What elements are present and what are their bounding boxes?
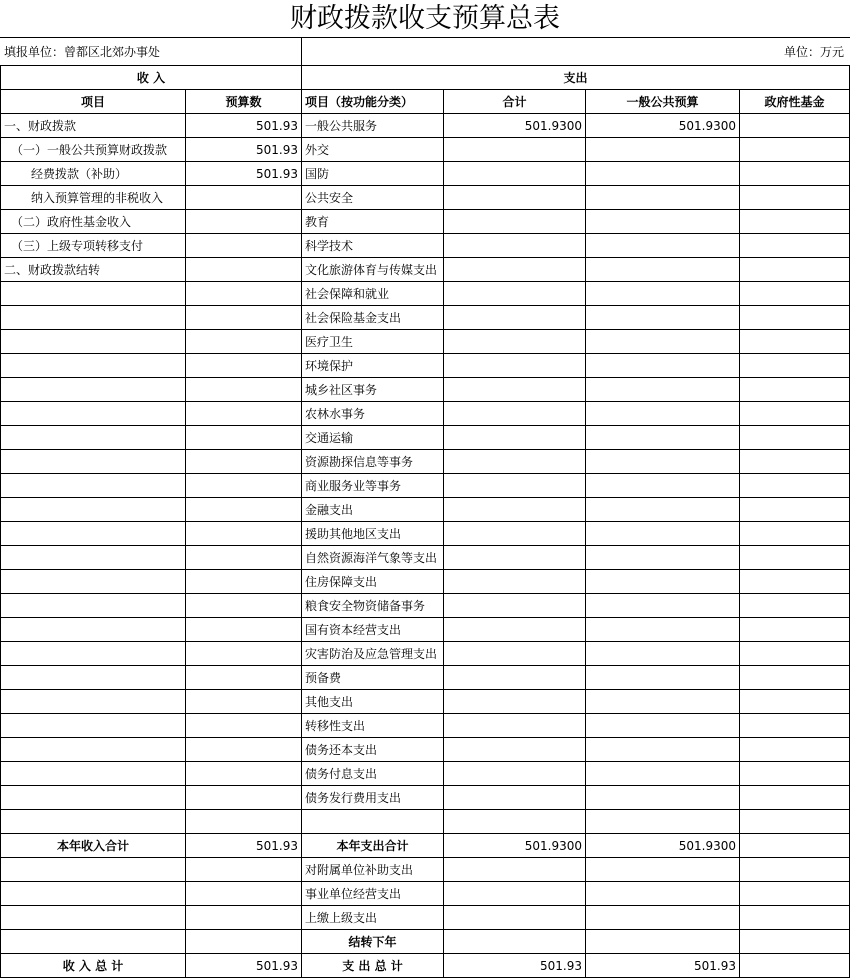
expense-fund-cell	[740, 282, 850, 306]
income-value-cell: 501.93	[186, 138, 302, 162]
table-row	[1, 306, 850, 330]
annual-total-row	[1, 834, 850, 858]
table-row	[1, 786, 850, 810]
expense-general-cell	[586, 258, 740, 282]
expense-item-cell: 债务还本支出	[302, 738, 444, 762]
expense-fund-cell	[740, 474, 850, 498]
expense-general-cell	[586, 906, 740, 930]
expense-fund-cell	[740, 906, 850, 930]
expense-general-cell	[586, 714, 740, 738]
column-header-row	[1, 90, 850, 114]
expense-fund-cell	[740, 450, 850, 474]
table-row	[1, 330, 850, 354]
table-row	[1, 114, 850, 138]
table-row	[1, 690, 850, 714]
expense-total-cell	[444, 618, 586, 642]
expense-item-cell: 其他支出	[302, 690, 444, 714]
table-row	[1, 618, 850, 642]
income-item-cell	[1, 882, 186, 906]
col-general-budget: 一般公共预算	[586, 90, 740, 114]
col-item-by-function: 项目（按功能分类）	[302, 90, 444, 114]
income-item-cell: 二、财政拨款结转	[1, 258, 186, 282]
expense-general-cell	[586, 858, 740, 882]
expense-total-cell	[444, 762, 586, 786]
expense-total-cell	[444, 234, 586, 258]
expense-item-cell: 环境保护	[302, 354, 444, 378]
section-header-row	[1, 66, 850, 90]
expense-total-cell	[444, 354, 586, 378]
table-row	[1, 402, 850, 426]
expense-item-cell: 灾害防治及应急管理支出	[302, 642, 444, 666]
income-value-cell	[186, 930, 302, 954]
expense-item-cell: 一般公共服务	[302, 114, 444, 138]
expense-total-cell	[444, 162, 586, 186]
income-item-cell	[1, 426, 186, 450]
expense-general-cell	[586, 306, 740, 330]
expense-fund-cell	[740, 930, 850, 954]
grand-income-value: 501.93	[186, 954, 302, 978]
income-item-cell	[1, 450, 186, 474]
table-row	[1, 378, 850, 402]
income-value-cell	[186, 666, 302, 690]
income-value-cell	[186, 618, 302, 642]
expense-item-cell: 自然资源海洋气象等支出	[302, 546, 444, 570]
expense-fund-cell	[740, 858, 850, 882]
income-value-cell	[186, 306, 302, 330]
income-item-cell: 经费拨款（补助）	[1, 162, 186, 186]
expense-total-cell	[444, 906, 586, 930]
income-item-cell	[1, 474, 186, 498]
expense-fund-cell	[740, 810, 850, 834]
table-row	[1, 594, 850, 618]
income-value-cell	[186, 570, 302, 594]
expense-general-cell: 501.9300	[586, 114, 740, 138]
expense-total-cell	[444, 810, 586, 834]
expense-total-cell	[444, 522, 586, 546]
expense-total-cell	[444, 690, 586, 714]
fill-unit-label: 填报单位：曾都区北郊办事处	[4, 45, 161, 59]
income-value-cell	[186, 642, 302, 666]
income-item-cell	[1, 858, 186, 882]
expense-general-cell	[586, 450, 740, 474]
expense-general-cell	[586, 642, 740, 666]
expense-item-cell: 上缴上级支出	[302, 906, 444, 930]
table-row	[1, 282, 850, 306]
table-row	[1, 858, 850, 882]
expense-fund-cell	[740, 522, 850, 546]
expense-general-cell	[586, 930, 740, 954]
expense-total-cell	[444, 786, 586, 810]
income-value-cell	[186, 186, 302, 210]
expense-general-cell	[586, 810, 740, 834]
income-value-cell: 501.93	[186, 114, 302, 138]
table-row	[1, 522, 850, 546]
expense-general-cell	[586, 690, 740, 714]
expense-fund-cell	[740, 690, 850, 714]
carry-forward-label: 结转下年	[302, 930, 444, 954]
expense-fund-cell	[740, 714, 850, 738]
expense-fund-cell	[740, 618, 850, 642]
expense-total-cell	[444, 378, 586, 402]
income-value-cell	[186, 282, 302, 306]
expense-total-cell	[444, 498, 586, 522]
expense-general-cell	[586, 186, 740, 210]
expense-item-cell: 商业服务业等事务	[302, 474, 444, 498]
expense-general-cell	[586, 666, 740, 690]
income-value-cell	[186, 810, 302, 834]
income-item-cell	[1, 642, 186, 666]
expense-total-cell	[444, 570, 586, 594]
expense-total-cell	[444, 450, 586, 474]
income-item-cell	[1, 762, 186, 786]
income-item-cell	[1, 618, 186, 642]
table-row	[1, 186, 850, 210]
income-item-cell	[1, 570, 186, 594]
expense-fund-cell	[740, 138, 850, 162]
table-row	[1, 354, 850, 378]
expense-item-cell: 转移性支出	[302, 714, 444, 738]
expense-item-cell: 公共安全	[302, 186, 444, 210]
income-value-cell	[186, 210, 302, 234]
table-row	[1, 546, 850, 570]
expense-total-cell	[444, 306, 586, 330]
income-item-cell	[1, 786, 186, 810]
expense-general-cell	[586, 498, 740, 522]
income-item-cell: （二）政府性基金收入	[1, 210, 186, 234]
table-row	[1, 762, 850, 786]
annual-expense-total-label: 本年支出合计	[302, 834, 444, 858]
income-value-cell	[186, 546, 302, 570]
expense-total-cell	[444, 210, 586, 234]
expense-fund-cell	[740, 762, 850, 786]
table-row	[1, 906, 850, 930]
expense-general-cell	[586, 234, 740, 258]
expense-total-cell	[444, 930, 586, 954]
income-item-cell	[1, 690, 186, 714]
expense-total-cell	[444, 882, 586, 906]
expense-general-cell	[586, 378, 740, 402]
expense-fund-cell	[740, 330, 850, 354]
expense-fund-cell	[740, 210, 850, 234]
expense-total-cell	[444, 474, 586, 498]
carry-forward-row	[1, 930, 850, 954]
expense-fund-cell	[740, 306, 850, 330]
expense-total-cell	[444, 426, 586, 450]
expense-total-cell	[444, 402, 586, 426]
income-item-cell	[1, 306, 186, 330]
expense-item-cell: 科学技术	[302, 234, 444, 258]
income-item-cell	[1, 738, 186, 762]
expense-general-cell	[586, 426, 740, 450]
expense-general-cell	[586, 282, 740, 306]
expense-fund-cell	[740, 786, 850, 810]
income-value-cell	[186, 474, 302, 498]
expense-general-cell	[586, 330, 740, 354]
expense-total-cell: 501.9300	[444, 114, 586, 138]
expense-total-cell	[444, 642, 586, 666]
expense-general-cell	[586, 738, 740, 762]
expense-item-cell: 金融支出	[302, 498, 444, 522]
income-value-cell	[186, 330, 302, 354]
expense-general-cell	[586, 522, 740, 546]
expense-item-cell: 预备费	[302, 666, 444, 690]
expense-fund-cell	[740, 426, 850, 450]
expense-total-cell	[444, 666, 586, 690]
expense-general-cell	[586, 138, 740, 162]
expense-fund-cell	[740, 666, 850, 690]
income-item-cell	[1, 498, 186, 522]
table-row	[1, 210, 850, 234]
expense-header: 支出	[302, 66, 850, 90]
income-item-cell	[1, 714, 186, 738]
income-item-cell	[1, 594, 186, 618]
income-value-cell	[186, 690, 302, 714]
income-value-cell	[186, 354, 302, 378]
income-item-cell	[1, 522, 186, 546]
expense-item-cell: 住房保障支出	[302, 570, 444, 594]
table-row	[1, 570, 850, 594]
expense-general-cell	[586, 162, 740, 186]
annual-expense-fund	[740, 834, 850, 858]
annual-expense-total: 501.9300	[444, 834, 586, 858]
income-item-cell	[1, 402, 186, 426]
expense-item-cell: 农林水事务	[302, 402, 444, 426]
income-value-cell	[186, 738, 302, 762]
table-row	[1, 138, 850, 162]
unit-label: 单位：万元	[783, 45, 844, 59]
expense-general-cell	[586, 354, 740, 378]
expense-item-cell: 债务付息支出	[302, 762, 444, 786]
expense-general-cell	[586, 402, 740, 426]
annual-income-total-value: 501.93	[186, 834, 302, 858]
income-item-cell	[1, 282, 186, 306]
expense-item-cell: 事业单位经营支出	[302, 882, 444, 906]
page-title: 财政拨款收支预算总表	[0, 0, 850, 38]
income-value-cell: 501.93	[186, 162, 302, 186]
income-value-cell	[186, 402, 302, 426]
expense-general-cell	[586, 594, 740, 618]
expense-fund-cell	[740, 546, 850, 570]
income-value-cell	[186, 258, 302, 282]
income-item-cell	[1, 810, 186, 834]
income-value-cell	[186, 450, 302, 474]
income-item-cell	[1, 378, 186, 402]
expense-total-cell	[444, 186, 586, 210]
grand-income-label: 收 入 总 计	[1, 954, 186, 978]
expense-fund-cell	[740, 402, 850, 426]
expense-fund-cell	[740, 378, 850, 402]
expense-general-cell	[586, 762, 740, 786]
expense-item-cell: 教育	[302, 210, 444, 234]
expense-item-cell: 社会保障和就业	[302, 282, 444, 306]
table-row	[1, 642, 850, 666]
expense-general-cell	[586, 618, 740, 642]
expense-general-cell	[586, 882, 740, 906]
expense-item-cell: 债务发行费用支出	[302, 786, 444, 810]
expense-fund-cell	[740, 162, 850, 186]
expense-item-cell: 城乡社区事务	[302, 378, 444, 402]
expense-item-cell: 外交	[302, 138, 444, 162]
income-value-cell	[186, 786, 302, 810]
income-item-cell: （一）一般公共预算财政拨款	[1, 138, 186, 162]
expense-item-cell: 医疗卫生	[302, 330, 444, 354]
annual-income-total-label: 本年收入合计	[1, 834, 186, 858]
grand-total-row	[1, 954, 850, 978]
expense-general-cell	[586, 786, 740, 810]
expense-fund-cell	[740, 234, 850, 258]
grand-expense-label: 支 出 总 计	[302, 954, 444, 978]
expense-fund-cell	[740, 642, 850, 666]
expense-fund-cell	[740, 882, 850, 906]
expense-fund-cell	[740, 570, 850, 594]
table-row	[1, 498, 850, 522]
table-row	[1, 162, 850, 186]
col-gov-fund: 政府性基金	[740, 90, 850, 114]
expense-total-cell	[444, 138, 586, 162]
income-value-cell	[186, 378, 302, 402]
income-item-cell: （三）上级专项转移支付	[1, 234, 186, 258]
expense-item-cell: 粮食安全物资储备事务	[302, 594, 444, 618]
income-value-cell	[186, 594, 302, 618]
expense-total-cell	[444, 282, 586, 306]
table-row	[1, 738, 850, 762]
income-item-cell	[1, 666, 186, 690]
expense-item-cell: 交通运输	[302, 426, 444, 450]
grand-expense-fund	[740, 954, 850, 978]
annual-expense-general: 501.9300	[586, 834, 740, 858]
expense-total-cell	[444, 714, 586, 738]
income-value-cell	[186, 762, 302, 786]
expense-general-cell	[586, 474, 740, 498]
expense-fund-cell	[740, 354, 850, 378]
income-item-cell	[1, 930, 186, 954]
expense-item-cell: 社会保险基金支出	[302, 306, 444, 330]
income-item-cell	[1, 906, 186, 930]
expense-total-cell	[444, 546, 586, 570]
table-row	[1, 810, 850, 834]
col-item: 项目	[1, 90, 186, 114]
budget-table	[0, 65, 850, 978]
expense-total-cell	[444, 258, 586, 282]
table-row	[1, 234, 850, 258]
expense-fund-cell	[740, 738, 850, 762]
expense-fund-cell	[740, 114, 850, 138]
table-row	[1, 474, 850, 498]
expense-fund-cell	[740, 258, 850, 282]
table-row	[1, 258, 850, 282]
expense-item-cell: 对附属单位补助支出	[302, 858, 444, 882]
income-value-cell	[186, 522, 302, 546]
income-value-cell	[186, 234, 302, 258]
income-value-cell	[186, 714, 302, 738]
col-total: 合计	[444, 90, 586, 114]
income-value-cell	[186, 498, 302, 522]
table-row	[1, 426, 850, 450]
table-row	[1, 666, 850, 690]
expense-item-cell: 资源勘探信息等事务	[302, 450, 444, 474]
expense-item-cell: 文化旅游体育与传媒支出	[302, 258, 444, 282]
income-value-cell	[186, 426, 302, 450]
col-budget: 预算数	[186, 90, 302, 114]
expense-total-cell	[444, 594, 586, 618]
expense-general-cell	[586, 210, 740, 234]
income-item-cell: 一、财政拨款	[1, 114, 186, 138]
table-row	[1, 450, 850, 474]
expense-item-cell: 国防	[302, 162, 444, 186]
expense-item-cell	[302, 810, 444, 834]
expense-general-cell	[586, 570, 740, 594]
income-value-cell	[186, 858, 302, 882]
income-value-cell	[186, 882, 302, 906]
grand-expense-general: 501.93	[586, 954, 740, 978]
income-item-cell	[1, 546, 186, 570]
table-row	[1, 714, 850, 738]
expense-item-cell: 援助其他地区支出	[302, 522, 444, 546]
expense-total-cell	[444, 330, 586, 354]
expense-general-cell	[586, 546, 740, 570]
income-header: 收 入	[1, 66, 302, 90]
expense-item-cell: 国有资本经营支出	[302, 618, 444, 642]
expense-fund-cell	[740, 594, 850, 618]
header-divider	[301, 38, 302, 65]
income-item-cell	[1, 354, 186, 378]
expense-fund-cell	[740, 186, 850, 210]
income-value-cell	[186, 906, 302, 930]
expense-fund-cell	[740, 498, 850, 522]
income-item-cell: 纳入预算管理的非税收入	[1, 186, 186, 210]
grand-expense-total: 501.93	[444, 954, 586, 978]
expense-total-cell	[444, 858, 586, 882]
table-row	[1, 882, 850, 906]
expense-total-cell	[444, 738, 586, 762]
income-item-cell	[1, 330, 186, 354]
